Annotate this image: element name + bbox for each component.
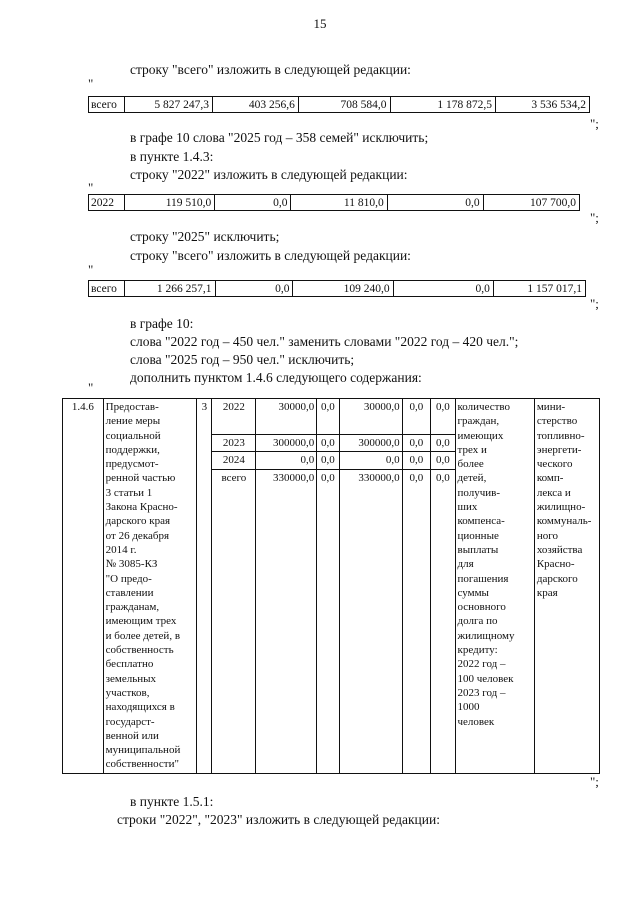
paragraph-3: в пункте 1.4.3: [130,149,214,164]
paragraph-10: дополнить пунктом 1.4.6 следующего содержания: [130,370,422,385]
open-quote: " [88,76,94,91]
close-quote: "; [590,116,599,131]
close-quote: "; [590,210,599,225]
paragraph-7: в графе 10: [130,316,194,331]
cell: 11 810,0 [291,195,387,211]
cell: 708 584,0 [298,97,390,113]
amount-cell: 0,0 [402,399,430,435]
amount-cell: 0,0 [317,452,339,469]
cell: 0,0 [387,195,483,211]
paragraph-2: в графе 10 слова "2025 год – 358 семей" исключить; [130,130,429,145]
amount-cell: 0,0 [402,435,430,452]
paragraph-5: строку "2025" исключить; [130,229,280,244]
year-cell: 2022 [212,399,256,435]
close-quote: "; [590,774,599,789]
amount-cell: 330000,0 [256,469,317,773]
result-indicator: количество граждан, имеющих трех и более детей, получив- ших компенса- ционные выплаты для погашения суммы основного долга по жилищному кредиту: 2022 год – 100 человек 2023 год – 1000 человек [455,399,534,774]
amount-cell: 0,0 [317,469,339,773]
cell: 107 700,0 [483,195,579,211]
paragraph-11: в пункте 1.5.1: [130,794,214,809]
table-row-total-2 [88,280,586,297]
amount-cell: 0,0 [431,469,455,773]
table-row-total-1 [88,96,590,113]
amount-cell: 300000,0 [339,435,402,452]
cell: 2022 [89,195,125,211]
amount-cell: 0,0 [317,399,339,435]
amount-cell: 0,0 [431,399,455,435]
cell: 1 157 017,1 [493,281,585,297]
cell: 5 827 247,3 [124,97,212,113]
paragraph-9: слова "2025 год – 950 чел." исключить; [130,352,355,367]
cell: 109 240,0 [293,281,393,297]
open-quote: " [88,180,94,195]
cell: всего [89,97,125,113]
amount-cell: 300000,0 [256,435,317,452]
amount-cell: 0,0 [339,452,402,469]
cell: 0,0 [215,281,293,297]
amount-cell: 0,0 [431,452,455,469]
item-description: Предостав- ление меры социальной поддержки, предусмот- ренной частью 3 статьи 1 Закона Красно- дарского края от 26 декабря 2014 г. № 3085-КЗ "О предо- ставлении гражданам, имеющим трех и более детей, в собственность бесплатно земельных участков, находящихся в государст- венной или муниципальной собственности" [103,399,197,774]
cell: 0,0 [215,195,291,211]
paragraph-6: строку "всего" изложить в следующей редакции: [130,248,411,263]
amount-cell: 0,0 [402,452,430,469]
amount-cell: 0,0 [256,452,317,469]
cell: 1 178 872,5 [390,97,496,113]
cell: 3 536 534,2 [496,97,590,113]
cell: 1 266 257,1 [125,281,215,297]
amount-cell: 30000,0 [256,399,317,435]
page-number: 15 [313,16,327,31]
year-cell: всего [212,469,256,773]
program-table-1-4-6 [62,398,600,774]
amount-cell: 0,0 [431,435,455,452]
amount-cell: 330000,0 [339,469,402,773]
year-cell: 2024 [212,452,256,469]
amount-cell: 0,0 [317,435,339,452]
paragraph-8: слова "2022 год – 450 чел." заменить словами "2022 год – 420 чел."; [130,334,519,349]
amount-cell: 30000,0 [339,399,402,435]
cell: всего [89,281,125,297]
table-row-2022 [88,194,580,211]
open-quote: " [88,380,94,395]
paragraph-12: строки "2022", "2023" изложить в следующей редакции: [117,812,440,827]
year-cell: 2023 [212,435,256,452]
cell: 403 256,6 [212,97,298,113]
paragraph-4: строку "2022" изложить в следующей редакции: [130,167,408,182]
cell: 119 510,0 [124,195,214,211]
item-number: 1.4.6 [63,399,104,774]
paragraph-1: строку "всего" изложить в следующей редакции: [130,62,411,77]
open-quote: " [88,262,94,277]
cell: 0,0 [393,281,493,297]
executor: мини- стерство топливно- энергети- ческого комп- лекса и жилищно- коммуналь- ного хозяйства Красно- дарского края [534,399,599,774]
amount-cell: 0,0 [402,469,430,773]
source-code: 3 [197,399,212,774]
close-quote: "; [590,296,599,311]
